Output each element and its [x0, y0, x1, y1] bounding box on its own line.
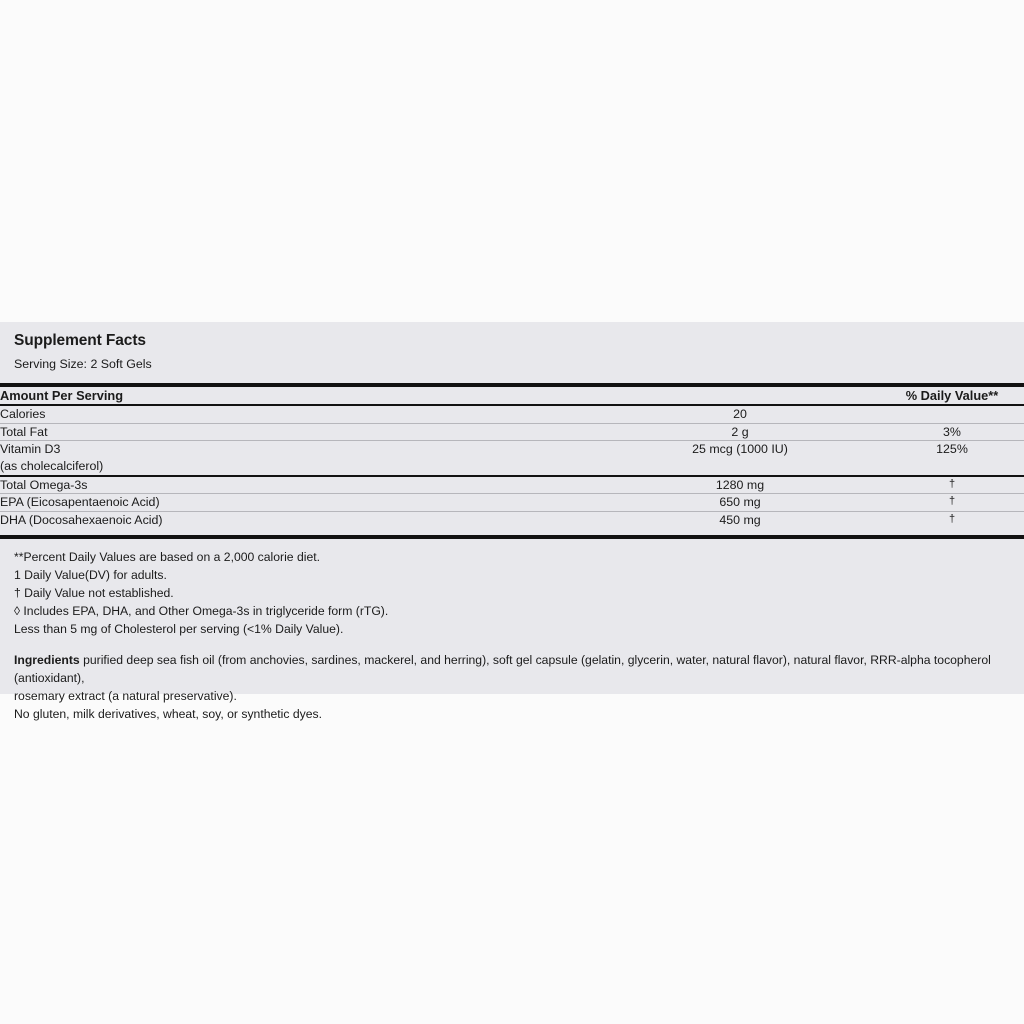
nutrient-name: Total Omega-3s — [0, 477, 88, 492]
page-title: Supplement Facts — [14, 332, 146, 349]
ingredients-block — [0, 638, 1024, 723]
table-row — [0, 512, 1024, 529]
table-header-row — [0, 387, 1024, 404]
nutrient-name: Total Fat — [0, 424, 48, 439]
nutrient-table-body — [0, 477, 1024, 494]
nutrient-amount: 1280 mg — [715, 477, 765, 492]
nutrient-amount: 2 g — [731, 424, 749, 439]
footnotes-block — [0, 539, 1024, 638]
nutrient-amount: 650 mg — [719, 495, 761, 510]
daily-value-header: % Daily Value** — [905, 387, 999, 403]
footnote-lozenge: ◊ Includes EPA, DHA, and Other Omega-3s in triglyceride form (rTG). — [14, 604, 389, 619]
table-row — [0, 424, 1024, 441]
ingredients-text: purified deep sea fish oil (from anchovies, sardines, mackerel, and herring), soft gel capsule (gelatin, glycerin, water, natural flavor), natural flavor, RRR-alpha tocopherol (antioxidant), — [14, 653, 991, 686]
header-amount-spacer — [600, 387, 880, 404]
ingredients-line-2: rosemary extract (a natural preservative). — [14, 689, 237, 704]
nutrient-daily-value: 125% — [936, 442, 968, 457]
supplement-facts-panel — [0, 322, 1024, 722]
nutrient-daily-value: 3% — [943, 424, 961, 439]
nutrient-daily-value: † — [948, 477, 956, 490]
serving-size-text: Serving Size: 2 Soft Gels — [14, 357, 152, 372]
nutrient-daily-value: † — [948, 513, 956, 526]
table-row — [0, 494, 1024, 511]
footnote-cholesterol: Less than 5 mg of Cholesterol per serving (<1% Daily Value). — [14, 622, 344, 637]
amount-per-serving-header: Amount Per Serving — [0, 387, 124, 403]
nutrient-amount: 25 mcg (1000 IU) — [692, 442, 788, 457]
nutrient-table-body — [0, 406, 1024, 423]
nutrient-table-body — [0, 441, 1024, 474]
nutrient-table-body — [0, 494, 1024, 511]
ingredients-line-1 — [14, 651, 1020, 687]
table-row — [0, 477, 1024, 494]
table-row — [0, 406, 1024, 423]
nutrient-name-cell — [0, 441, 600, 474]
ingredients-label: Ingredients — [14, 653, 80, 668]
nutrient-amount: 20 — [733, 406, 747, 421]
table-row — [0, 441, 1024, 474]
ingredients-line-3: No gluten, milk derivatives, wheat, soy, or synthetic dyes. — [14, 707, 322, 722]
nutrient-source-note: (as cholecalciferol) — [0, 458, 104, 473]
nutrient-amount: 450 mg — [719, 513, 761, 528]
nutrient-table-body — [0, 424, 1024, 441]
footnote-dagger: † Daily Value not established. — [14, 586, 174, 600]
nutrient-name: Vitamin D3 — [0, 442, 61, 457]
nutrient-daily-value: † — [948, 495, 956, 508]
nutrient-daily-value — [880, 406, 1024, 423]
footnote-percent-dv: **Percent Daily Values are based on a 2,000 calorie diet. — [14, 549, 321, 564]
nutrient-table-body — [0, 512, 1024, 529]
title-spacer — [0, 373, 1024, 383]
nutrient-name: EPA (Eicosapentaenoic Acid) — [0, 495, 160, 510]
nutrient-name: DHA (Docosahexaenoic Acid) — [0, 513, 163, 528]
supplement-facts-table — [0, 387, 1024, 404]
nutrient-name: Calories — [0, 406, 46, 421]
footnote-dv-adults: 1 Daily Value(DV) for adults. — [14, 567, 167, 582]
